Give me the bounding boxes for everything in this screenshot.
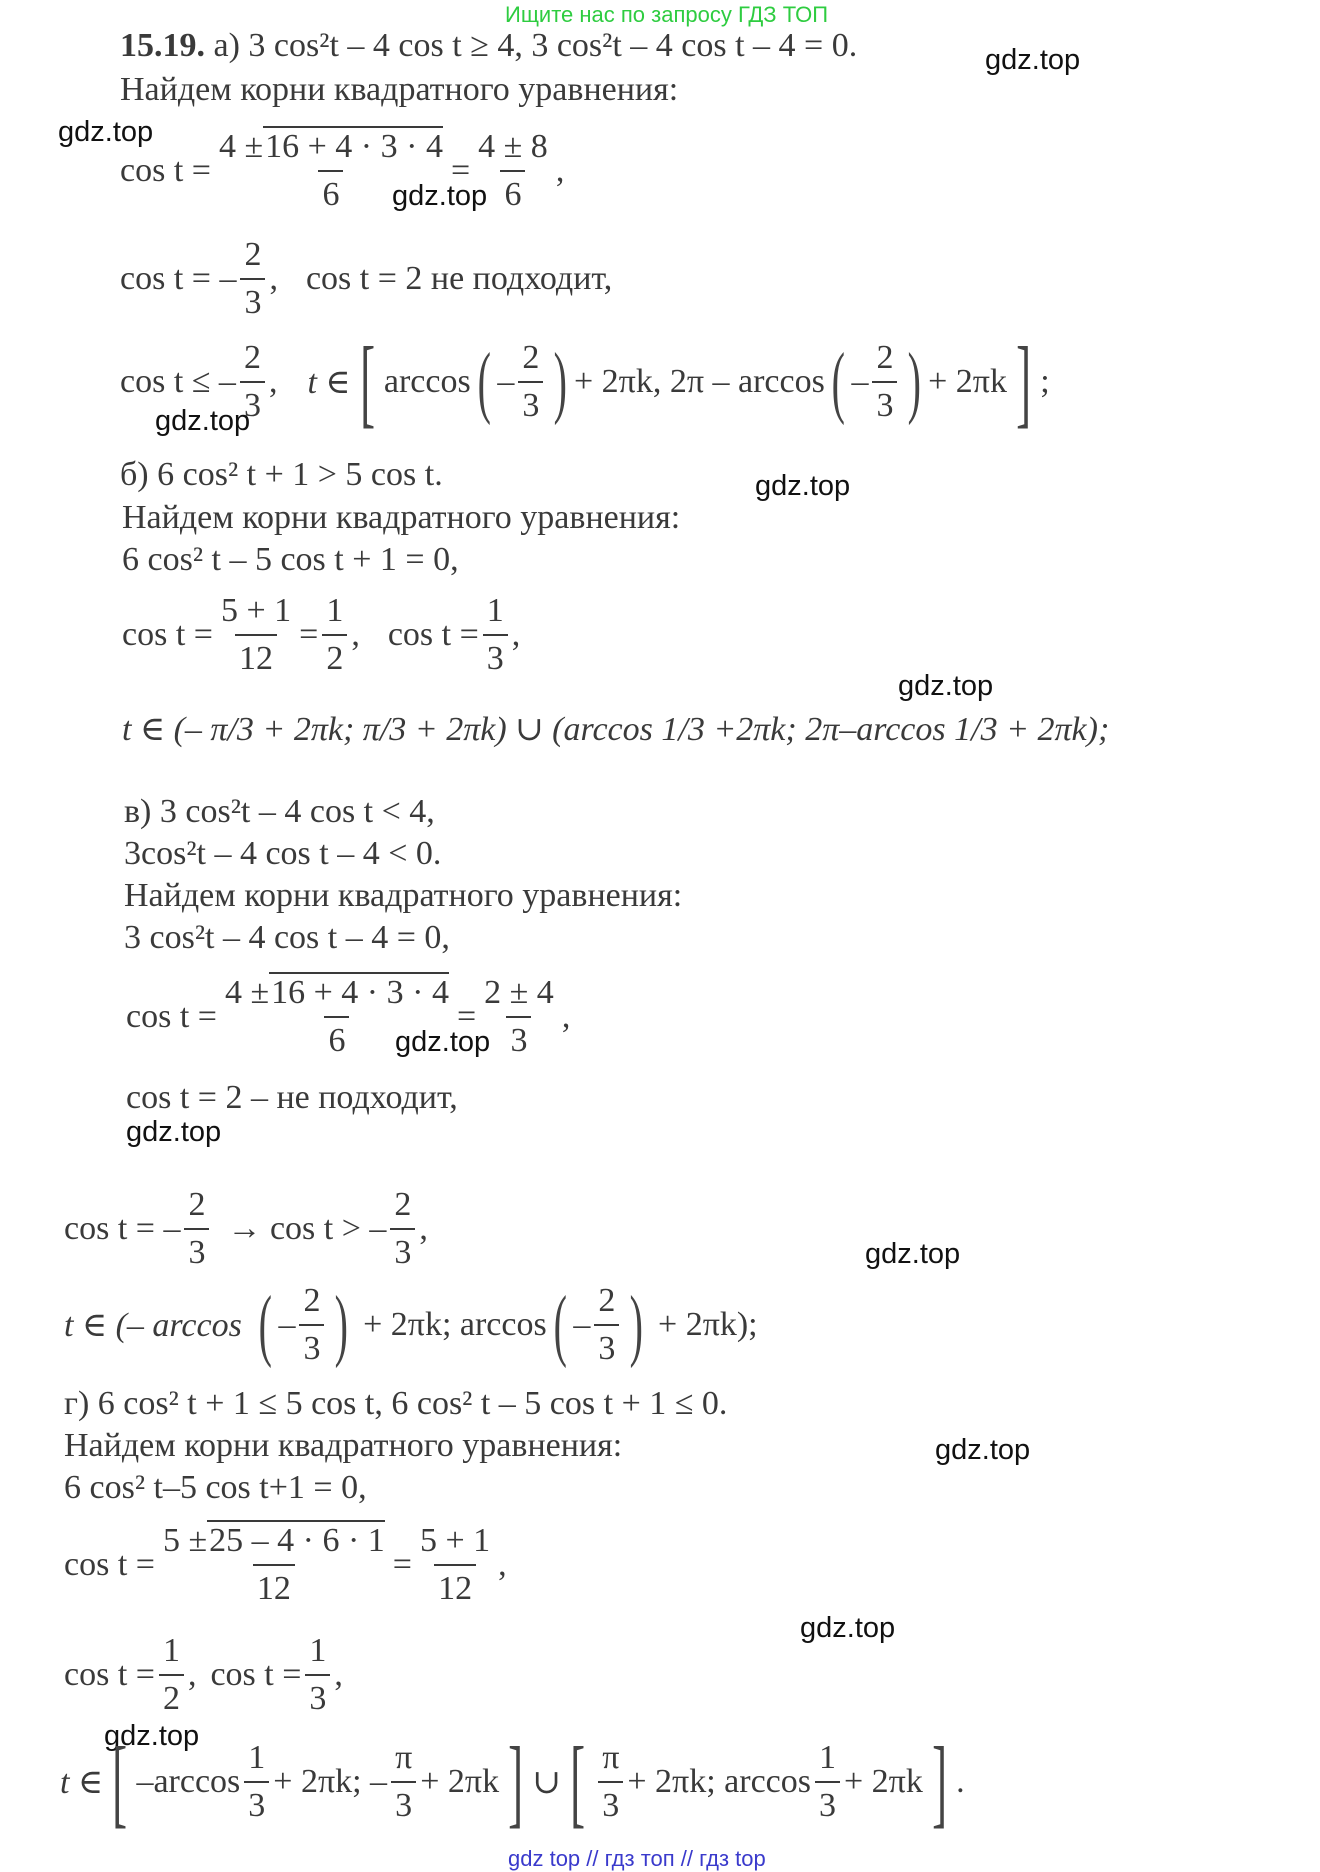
den: 3 — [305, 1674, 330, 1718]
den: 6 — [324, 1016, 349, 1060]
bracket-right: ] — [1016, 326, 1032, 437]
part-c-header — [124, 792, 435, 832]
paren-left: ( — [477, 338, 491, 426]
part-a-condition: 3 cos²t – 4 cos t ≥ 4, 3 cos²t – 4 cos t – 4 = 0. — [248, 27, 858, 64]
roots-heading: Найдем корни квадратного уравнения: — [120, 71, 679, 108]
part-a-label: а) — [213, 27, 240, 64]
paren-right: ) — [335, 1281, 349, 1369]
bracket-left: [ — [112, 1726, 128, 1837]
comma: , — [269, 260, 278, 297]
num: 2 — [303, 1282, 321, 1319]
neg: – — [573, 1306, 591, 1343]
num: 1 — [486, 592, 504, 629]
problem-a-header — [120, 26, 857, 66]
part-c-result — [64, 1282, 758, 1368]
num: 1 — [326, 592, 344, 629]
watermark: gdz.top — [126, 1116, 222, 1148]
sqrt: 25 – 4 · 6 · 1 — [209, 1522, 385, 1559]
num: 1 — [309, 1632, 327, 1669]
cos-t-eq: cos t = — [120, 152, 211, 189]
cos-t-neg: cos t = – — [120, 260, 237, 297]
fraction — [159, 1522, 389, 1608]
fraction — [322, 592, 347, 678]
plus-2pik-neg: + 2πk; – — [273, 1763, 388, 1800]
cos-t-eq: cos t = — [122, 616, 213, 653]
eq: = — [456, 998, 477, 1035]
watermark: gdz.top — [898, 670, 994, 702]
den: 12 — [253, 1564, 295, 1608]
num: 2 — [188, 1186, 206, 1223]
num: 2 — [876, 339, 894, 376]
roots-heading: Найдем корни квадратного уравнения: — [122, 499, 681, 536]
fraction — [390, 1186, 415, 1272]
part-c-condition: 3 cos²t – 4 cos t < 4, — [159, 793, 435, 830]
part-a-discriminant — [120, 128, 564, 214]
t-in: t ∈ — [307, 364, 351, 401]
part-a-result — [120, 326, 1050, 437]
watermark: gdz.top — [935, 1434, 1031, 1466]
semicolon: ; — [1040, 363, 1050, 400]
num: 2 — [394, 1186, 412, 1223]
comma: , — [187, 1656, 197, 1693]
cos-t-eq: cos t = — [64, 1546, 155, 1583]
watermark: gdz.top — [865, 1238, 961, 1270]
comma: , — [511, 616, 521, 653]
den: 2 — [322, 634, 347, 678]
part-b-result: t ∈ (– π/3 + 2πk; π/3 + 2πk) ∪ (arccos 1/3 +2πk; 2π–arccos 1/3 + 2πk); — [122, 711, 1110, 748]
plus-2pik-end: + 2πk); — [658, 1306, 758, 1343]
plus-2pik-end: + 2πk — [844, 1763, 923, 1800]
watermark: gdz.top — [392, 180, 488, 212]
fraction — [483, 592, 508, 678]
part-a-roots — [120, 236, 612, 322]
num: 2 — [244, 236, 262, 273]
fraction — [518, 339, 543, 425]
plus-2pik: + 2πk — [928, 363, 1007, 400]
comma: , — [268, 363, 278, 400]
fraction — [305, 1632, 330, 1718]
comma: , — [419, 1210, 428, 1247]
num: 4 ± 8 — [478, 128, 548, 165]
cos-t-eq: cos t = — [210, 1656, 302, 1693]
num: 5 + 1 — [220, 592, 292, 629]
watermark: gdz.top — [155, 405, 251, 437]
fraction — [815, 1739, 840, 1825]
paren-right: ) — [908, 338, 922, 426]
watermark: gdz.top — [755, 470, 851, 502]
plus-2pik-comma: + 2πk, 2π – arccos — [573, 363, 825, 400]
part-c-cos2-not: cos t = 2 – не подходит, — [126, 1079, 458, 1116]
paren-left: ( — [553, 1281, 567, 1369]
cos-t-eq: cos t = — [387, 616, 479, 653]
watermark: gdz.top — [104, 1720, 200, 1752]
fraction — [416, 1522, 494, 1608]
part-c-discriminant — [126, 974, 570, 1060]
part-d-equation: 6 cos² t–5 cos t+1 = 0, — [64, 1469, 367, 1506]
footer-links[interactable]: gdz top // гдз топ // гдз top — [508, 1846, 766, 1871]
part-b-label: б) — [120, 456, 149, 493]
part-d-label: г) — [64, 1385, 90, 1422]
neg-arccos: –arccos — [136, 1763, 241, 1800]
den: 3 — [483, 634, 508, 678]
eq: = — [392, 1546, 412, 1583]
fraction — [244, 1739, 269, 1825]
arrow-cos-gt: → cos t > – — [227, 1210, 387, 1247]
fraction — [598, 1739, 623, 1825]
part-d-header — [64, 1384, 727, 1424]
part-d-result — [60, 1726, 965, 1837]
plus-2pik-arccos: + 2πk; arccos — [627, 1763, 811, 1800]
cos-t-le: cos t ≤ – — [120, 363, 236, 400]
bracket-left: [ — [359, 326, 375, 437]
num: 2 — [598, 1282, 616, 1319]
neg: – — [497, 363, 515, 400]
watermark: gdz.top — [58, 116, 154, 148]
fraction — [217, 592, 295, 678]
den: 3 — [299, 1324, 324, 1368]
num: 5 ± — [162, 1522, 208, 1559]
union: ∪ — [532, 1764, 561, 1801]
part-c-equation: 3 cos²t – 4 cos t – 4 = 0, — [124, 919, 450, 956]
comma: , — [351, 616, 360, 653]
den: 3 — [391, 1781, 416, 1825]
bracket-left: [ — [570, 1726, 586, 1837]
fraction — [159, 1632, 184, 1718]
num: 5 + 1 — [419, 1522, 491, 1559]
den: 6 — [318, 170, 343, 214]
cos-t-neg: cos t = – — [64, 1210, 181, 1247]
num: π — [602, 1739, 620, 1776]
neg: – — [851, 363, 869, 400]
cos-t-eq: cos t = — [126, 998, 217, 1035]
part-b-equation: 6 cos² t – 5 cos t + 1 = 0, — [122, 541, 459, 578]
part-d-roots — [64, 1632, 343, 1718]
bracket-right: ] — [932, 1726, 947, 1837]
watermark: gdz.top — [395, 1026, 491, 1058]
comma: , — [555, 152, 565, 189]
eq: = — [299, 616, 319, 653]
cos-t-2-not: cos t = 2 не подходит, — [305, 260, 613, 297]
part-d-discriminant — [64, 1522, 507, 1608]
cos-t-eq: cos t = — [64, 1656, 155, 1693]
den: 3 — [184, 1228, 209, 1272]
fraction — [240, 236, 265, 322]
num: π — [395, 1739, 413, 1776]
den: 3 — [872, 381, 897, 425]
den: 3 — [390, 1228, 415, 1272]
num: 4 ± — [218, 128, 264, 165]
t-in: t ∈ — [60, 1764, 104, 1801]
den: 2 — [159, 1674, 184, 1718]
part-b-header — [120, 455, 443, 495]
sqrt: 16 + 4 · 3 · 4 — [265, 128, 443, 165]
watermark: gdz.top — [985, 44, 1081, 76]
fraction — [184, 1186, 209, 1272]
plus-2pik: + 2πk — [420, 1763, 500, 1800]
watermark: gdz.top — [800, 1612, 896, 1644]
num: 4 ± — [224, 974, 270, 1011]
paren-left: ( — [831, 338, 845, 426]
top-banner: Ищите нас по запросу ГДЗ ТОП — [505, 2, 829, 27]
problem-number: 15.19. — [120, 27, 205, 64]
den: 3 — [518, 381, 543, 425]
plus-2pik-arccos: + 2πk; arccos — [363, 1306, 547, 1343]
den: 3 — [240, 381, 265, 425]
arccos: arccos — [383, 363, 471, 400]
fraction — [594, 1282, 619, 1368]
roots-heading: Найдем корни квадратного уравнения: — [64, 1427, 623, 1464]
part-c-root — [64, 1186, 428, 1272]
den: 3 — [240, 278, 265, 322]
eq: = — [450, 152, 471, 189]
roots-heading: Найдем корни квадратного уравнения: — [124, 877, 683, 914]
den: 3 — [506, 1016, 531, 1060]
num: 2 — [522, 339, 540, 376]
fraction — [391, 1739, 416, 1825]
num: 2 — [243, 339, 261, 376]
den: 3 — [815, 1781, 840, 1825]
den: 6 — [500, 170, 525, 214]
fraction — [299, 1282, 324, 1368]
den: 3 — [598, 1781, 623, 1825]
num: 1 — [819, 1739, 836, 1776]
fraction — [480, 974, 558, 1060]
period: . — [956, 1763, 965, 1800]
num: 2 ± 4 — [484, 974, 554, 1011]
fraction — [872, 339, 897, 425]
part-b-roots — [122, 592, 520, 678]
comma: , — [334, 1656, 343, 1693]
paren-right: ) — [554, 338, 568, 426]
comma: , — [561, 998, 571, 1035]
den: 3 — [244, 1781, 269, 1825]
comma: , — [498, 1546, 507, 1583]
part-c-condition2: 3cos²t – 4 cos t – 4 < 0. — [124, 835, 442, 872]
paren-right: ) — [630, 1281, 644, 1369]
neg: – — [278, 1306, 296, 1343]
paren-left: ( — [258, 1281, 272, 1369]
bracket-right: ] — [508, 1726, 524, 1837]
den: 12 — [434, 1564, 476, 1608]
part-c-label: в) — [124, 793, 152, 830]
t-in: t ∈ (– arccos — [64, 1307, 242, 1344]
sqrt: 16 + 4 · 3 · 4 — [271, 974, 449, 1011]
num: 1 — [162, 1632, 180, 1669]
part-d-condition: 6 cos² t + 1 ≤ 5 cos t, 6 cos² t – 5 cos t + 1 ≤ 0. — [97, 1385, 728, 1422]
den: 12 — [235, 634, 277, 678]
num: 1 — [248, 1739, 266, 1776]
part-b-condition: 6 cos² t + 1 > 5 cos t. — [157, 456, 443, 493]
den: 3 — [594, 1324, 619, 1368]
